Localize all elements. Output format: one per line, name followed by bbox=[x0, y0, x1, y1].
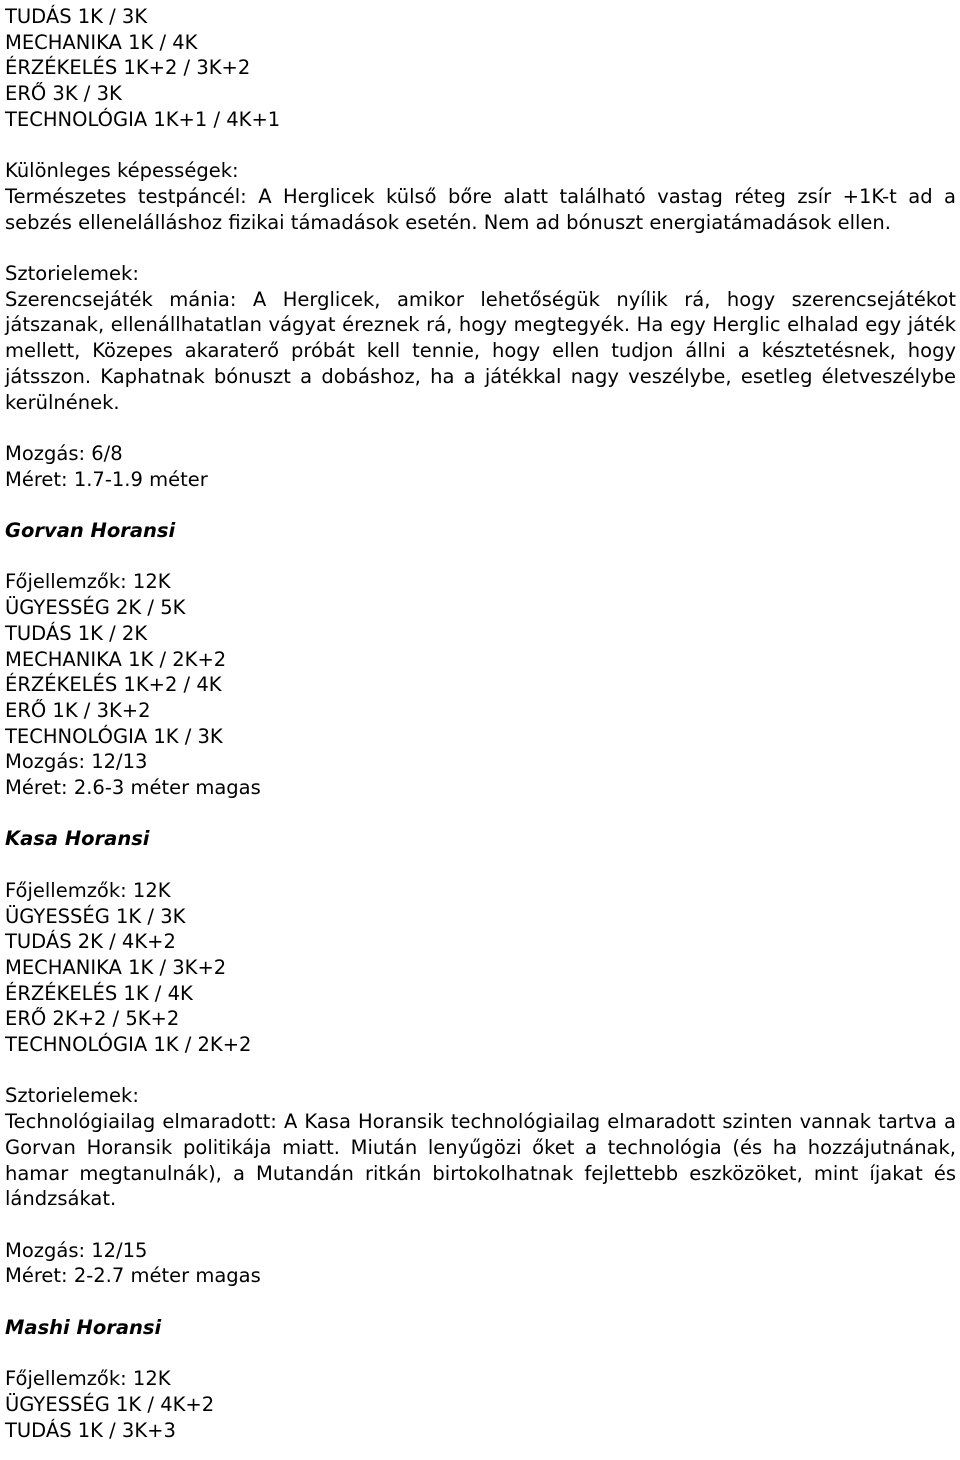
stat-technology: TECHNOLÓGIA 1K / 2K+2 bbox=[5, 1033, 252, 1057]
stat-mechanics: MECHANIKA 1K / 3K+2 bbox=[5, 955, 227, 979]
stat-skill: ÜGYESSÉG 1K / 4K+2 bbox=[5, 1392, 215, 1416]
stat-strength: ERŐ 2K+2 / 5K+2 bbox=[5, 1007, 180, 1031]
stat-knowledge: TUDÁS 2K / 4K+2 bbox=[5, 930, 176, 954]
movement-value: Mozgás: 6/8 bbox=[5, 441, 123, 465]
story-elements-heading: Sztorielemek: bbox=[5, 1084, 139, 1108]
special-abilities-heading: Különleges képességek: bbox=[5, 159, 239, 183]
section-title-mashi-horansi: Mashi Horansi bbox=[5, 1315, 162, 1339]
document-page bbox=[5, 4, 956, 1443]
main-attributes: Főjellemzők: 12K bbox=[5, 878, 171, 902]
spacer bbox=[5, 1212, 956, 1238]
movement-value: Mozgás: 12/13 bbox=[5, 750, 148, 774]
spacer bbox=[5, 544, 956, 570]
stat-knowledge: TUDÁS 1K / 3K+3 bbox=[5, 1418, 176, 1442]
stat-strength: ERŐ 1K / 3K+2 bbox=[5, 698, 151, 722]
stat-technology: TECHNOLÓGIA 1K / 3K bbox=[5, 724, 223, 748]
special-abilities-text: Természetes testpáncél: A Herglicek külső bőre alatt található vastag réteg zsír +1K-t ad a sebzés ellenelálláshoz fizikai támadások esetén. Nem ad bónuszt energiatámadások ellen. bbox=[5, 184, 956, 234]
section-title-kasa-horansi: Kasa Horansi bbox=[5, 827, 150, 851]
story-elements-heading: Sztorielemek: bbox=[5, 262, 139, 285]
spacer bbox=[5, 1340, 956, 1366]
stat-mechanics: MECHANIKA 1K / 2K+2 bbox=[5, 647, 227, 671]
stat-technology: TECHNOLÓGIA 1K+1 / 4K+1 bbox=[5, 107, 281, 131]
spacer bbox=[5, 801, 956, 827]
stat-mechanics: MECHANIKA 1K / 4K bbox=[5, 30, 198, 54]
spacer bbox=[5, 235, 956, 261]
section-title-gorvan-horansi: Gorvan Horansi bbox=[5, 519, 176, 542]
stat-knowledge: TUDÁS 1K / 2K bbox=[5, 621, 148, 645]
spacer bbox=[5, 492, 956, 518]
spacer bbox=[5, 1058, 956, 1084]
story-elements-text: Technológiailag elmaradott: A Kasa Horansik technológiailag elmaradott szinten vannak tartva a Gorvan Horansik politikája miatt. Miután lenyűgözi őket a technológia (és ha hozzájutnának, hamar megtanulnák), a Mutandán ritkán birtokolhatnak fejlettebb eszközöket, mint íjakat és lándzsákat. bbox=[5, 1110, 956, 1211]
movement-value: Mozgás: 12/15 bbox=[5, 1238, 148, 1262]
size-value: Méret: 2-2.7 méter magas bbox=[5, 1264, 261, 1288]
stat-knowledge: TUDÁS 1K / 3K bbox=[5, 5, 148, 28]
spacer bbox=[5, 852, 956, 878]
story-elements-text: Szerencsejáték mánia: A Herglicek, amikor lehetőségük nyílik rá, hogy szerencsejátékot játszanak, ellenállhatatlan vágyat éreznek rá, hogy megtegyék. Ha egy Herglic elhalad egy játék mellett, Közepes akaraterő próbát kell tennie, hogy ellen tudjon állni a késztetésnek, hogy játsszon. Kaphatnak bónuszt a dobáshoz, ha a játékkal nagy veszélybe, esetleg életveszélybe kerülnének. bbox=[5, 287, 956, 414]
stat-perception: ÉRZÉKELÉS 1K+2 / 4K bbox=[5, 673, 222, 697]
size-value: Méret: 2.6-3 méter magas bbox=[5, 776, 261, 800]
spacer bbox=[5, 415, 956, 441]
stat-strength: ERŐ 3K / 3K bbox=[5, 82, 122, 106]
stat-perception: ÉRZÉKELÉS 1K / 4K bbox=[5, 981, 193, 1005]
stat-skill: ÜGYESSÉG 2K / 5K bbox=[5, 596, 186, 620]
stat-perception: ÉRZÉKELÉS 1K+2 / 3K+2 bbox=[5, 56, 251, 80]
spacer bbox=[5, 133, 956, 159]
spacer bbox=[5, 1289, 956, 1315]
main-attributes: Főjellemzők: 12K bbox=[5, 1367, 171, 1391]
main-attributes: Főjellemzők: 12K bbox=[5, 570, 171, 594]
stat-skill: ÜGYESSÉG 1K / 3K bbox=[5, 904, 186, 928]
size-value: Méret: 1.7-1.9 méter bbox=[5, 467, 208, 491]
